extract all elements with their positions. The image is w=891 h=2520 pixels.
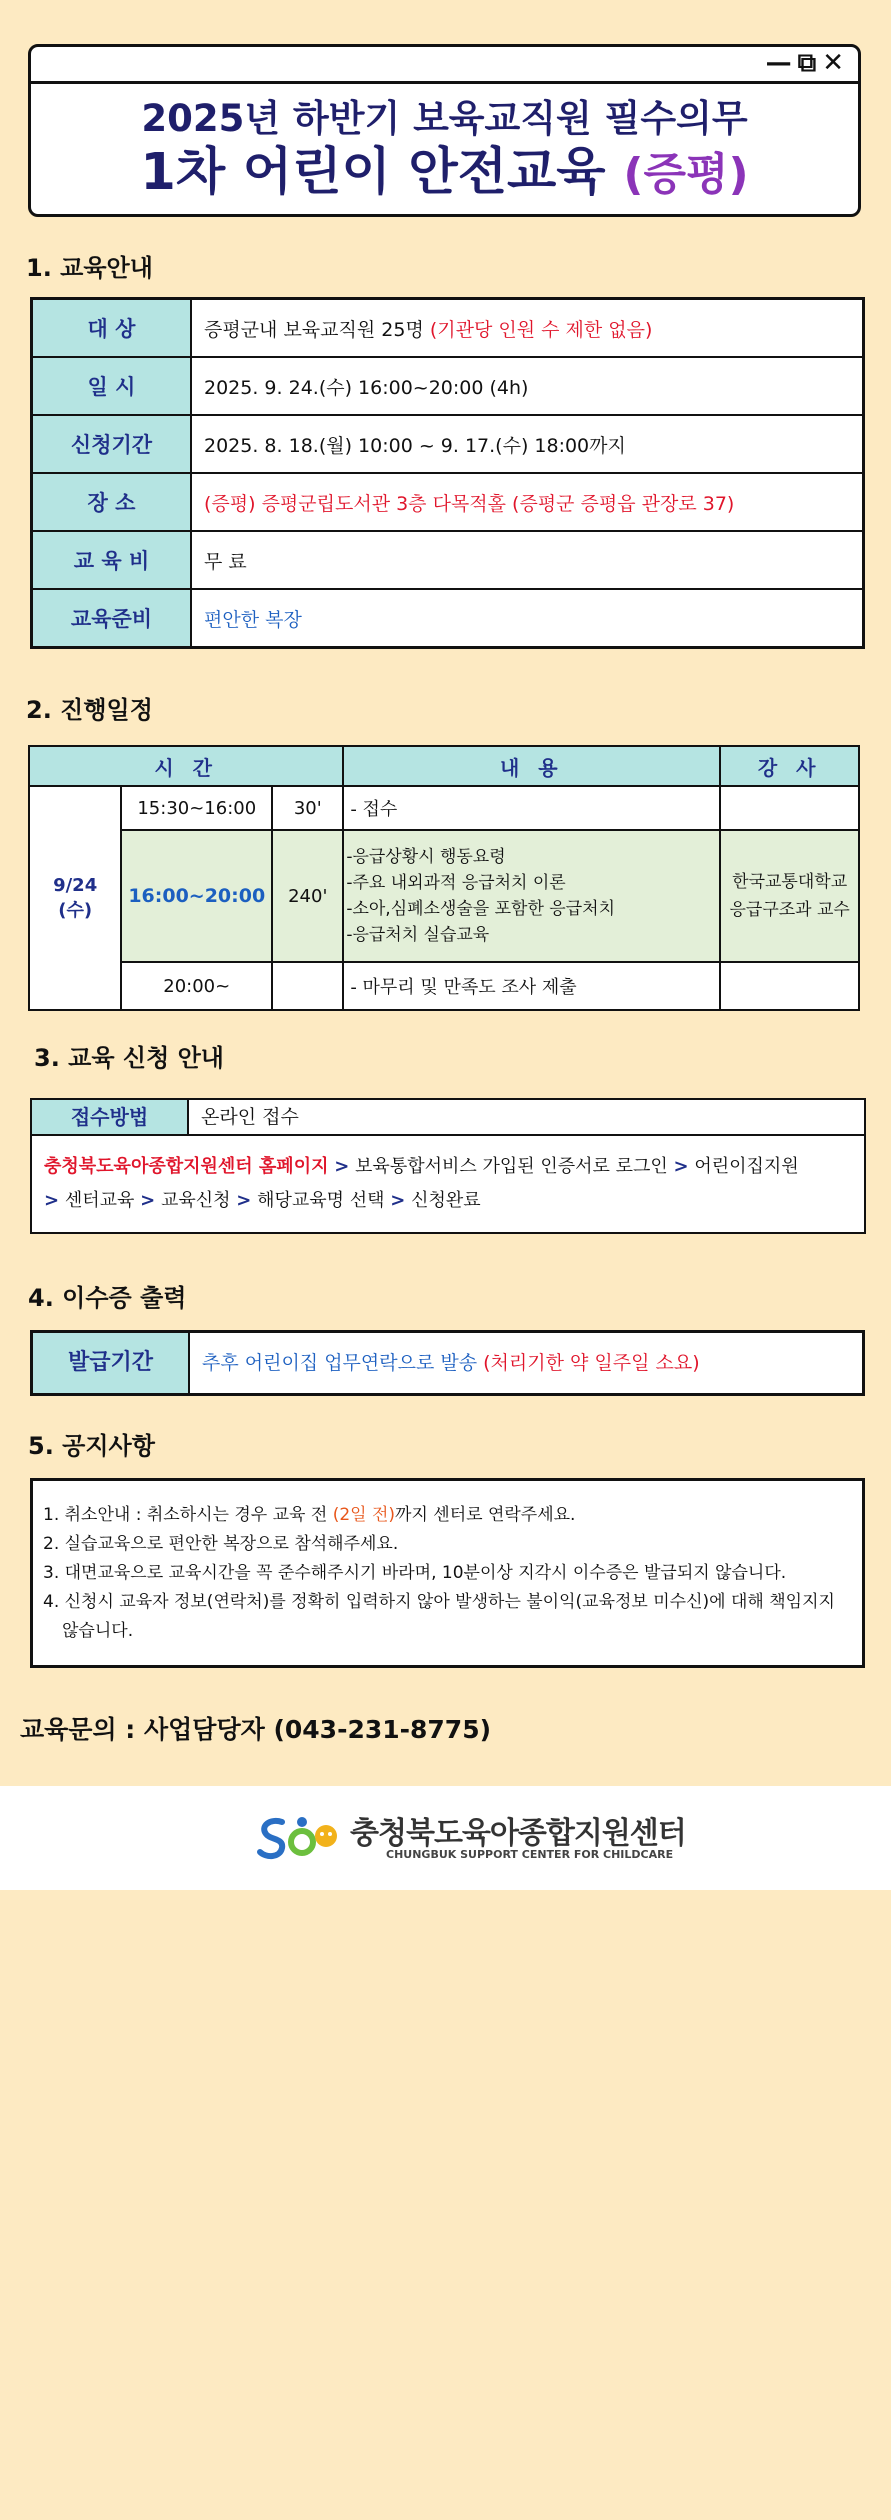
schedule-row (29, 962, 859, 1010)
schedule-instructor (720, 962, 859, 1010)
schedule-row (29, 786, 859, 830)
section-heading-info: 1. 교육안내 (26, 254, 153, 282)
schedule-duration (272, 962, 343, 1010)
title-main: 1차 어린이 안전교육 (140, 143, 606, 202)
section-heading-schedule: 2. 진행일정 (26, 696, 153, 724)
place-label: 장 소 (32, 473, 192, 531)
date-value: 2025. 9. 24.(수) 16:00~20:00 (4h) (191, 357, 864, 415)
cert-label: 발급기간 (33, 1333, 190, 1393)
schedule-header-time: 시 간 (29, 746, 343, 786)
title-line2 (31, 142, 858, 206)
cert-note: (처리기한 약 일주일 소요) (483, 1352, 700, 1374)
fee-label: 교 육 비 (32, 531, 192, 589)
schedule-instructor: 한국교통대학교 응급구조과 교수 (720, 830, 859, 962)
schedule-content: - 접수 (343, 786, 720, 830)
center-logo-icon (256, 1808, 346, 1866)
info-row-period (32, 415, 864, 473)
notice-item: 1. 취소안내 : 취소하시는 경우 교육 전 (2일 전)까지 센터로 연락주세요. (43, 1505, 576, 1525)
place-value: (증평) 증평군립도서관 3층 다목적홀 (증평군 증평읍 관장로 37) (191, 473, 864, 531)
target-value: 증평군내 보육교직원 25명 (기관당 인원 수 제한 없음) (191, 299, 864, 358)
section-heading-notice: 5. 공지사항 (28, 1432, 155, 1460)
restore-icon: ⧉ (797, 48, 819, 78)
org-name-en: CHUNGBUK SUPPORT CENTER FOR CHILDCARE (386, 1848, 674, 1861)
info-row-target (32, 299, 864, 358)
prep-label: 교육준비 (32, 589, 192, 648)
target-note: (기관당 인원 수 제한 없음) (429, 318, 653, 341)
period-value: 2025. 8. 18.(월) 10:00 ~ 9. 17.(수) 18:00까지 (191, 415, 864, 473)
cert-box (30, 1330, 865, 1396)
notice-item: 2. 실습교육으로 편안한 복장으로 참석해주세요. (43, 1534, 399, 1554)
apply-method-label: 접수방법 (32, 1100, 189, 1134)
info-row-date (32, 357, 864, 415)
org-name: 충청북도육아종합지원센터 (350, 1816, 686, 1851)
title-region: (증평) (623, 149, 749, 200)
schedule-header-content: 내 용 (343, 746, 720, 786)
minimize-icon: — (765, 48, 794, 78)
notice-item: 4. 신청시 교육자 정보(연락처)를 정확히 입력하지 않아 발생하는 불이익(교육정보 미수신)에 대해 책임지지 않습니다. (43, 1592, 835, 1641)
schedule-row (29, 830, 859, 962)
period-label: 신청기간 (32, 415, 192, 473)
apply-method-value: 온라인 접수 (201, 1106, 299, 1128)
prep-value: 편안한 복장 (191, 589, 864, 648)
schedule-content: -응급상황시 행동요령 -주요 내외과적 응급처치 이론 -소아,심폐소생술을 포함한 응급처치 -응급처치 실습교육 (343, 830, 720, 962)
info-table (30, 297, 865, 649)
close-icon: ✕ (822, 48, 846, 78)
date-label: 일 시 (32, 357, 192, 415)
cert-value: 추후 어린이집 업무연락으로 발송 (처리기한 약 일주일 소요) (202, 1352, 700, 1374)
apply-steps: 충청북도육아종합지원센터 홈페이지 > 보육통합서비스 가입된 인증서로 로그인 > 어린이집지원 > 센터교육 > 교육신청 > 해당교육명 선택 > 신청완료 (44, 1156, 799, 1211)
contact-info: 교육문의 : 사업담당자 (043-231-8775) (20, 1715, 492, 1744)
schedule-header-instructor: 강 사 (720, 746, 859, 786)
schedule-date: 9/24 (수) (29, 786, 121, 1010)
schedule-instructor (720, 786, 859, 830)
section-heading-apply: 3. 교육 신청 안내 (34, 1044, 224, 1072)
section-heading-cert: 4. 이수증 출력 (28, 1284, 187, 1312)
homepage-link[interactable]: 충청북도육아종합지원센터 홈페이지 (44, 1156, 329, 1177)
schedule-time: 16:00~20:00 (121, 830, 272, 962)
info-row-place (32, 473, 864, 531)
apply-box (30, 1098, 866, 1234)
schedule-duration: 30' (272, 786, 343, 830)
schedule-duration: 240' (272, 830, 343, 962)
title-line1: 2025년 하반기 보육교직원 필수의무 (141, 97, 748, 140)
schedule-content: - 마무리 및 만족도 조사 제출 (343, 962, 720, 1010)
fee-value: 무 료 (191, 531, 864, 589)
footer (0, 1786, 891, 1890)
title-box (28, 44, 861, 217)
notice-item: 3. 대면교육으로 교육시간을 꼭 준수해주시기 바라며, 10분이상 지각시 이수증은 발급되지 않습니다. (43, 1563, 787, 1583)
notice-box (30, 1478, 865, 1668)
schedule-table (28, 745, 860, 1011)
info-row-fee (32, 531, 864, 589)
info-row-prep (32, 589, 864, 648)
window-titlebar (31, 47, 858, 84)
target-label: 대 상 (32, 299, 192, 358)
schedule-time: 20:00~ (121, 962, 272, 1010)
schedule-time: 15:30~16:00 (121, 786, 272, 830)
